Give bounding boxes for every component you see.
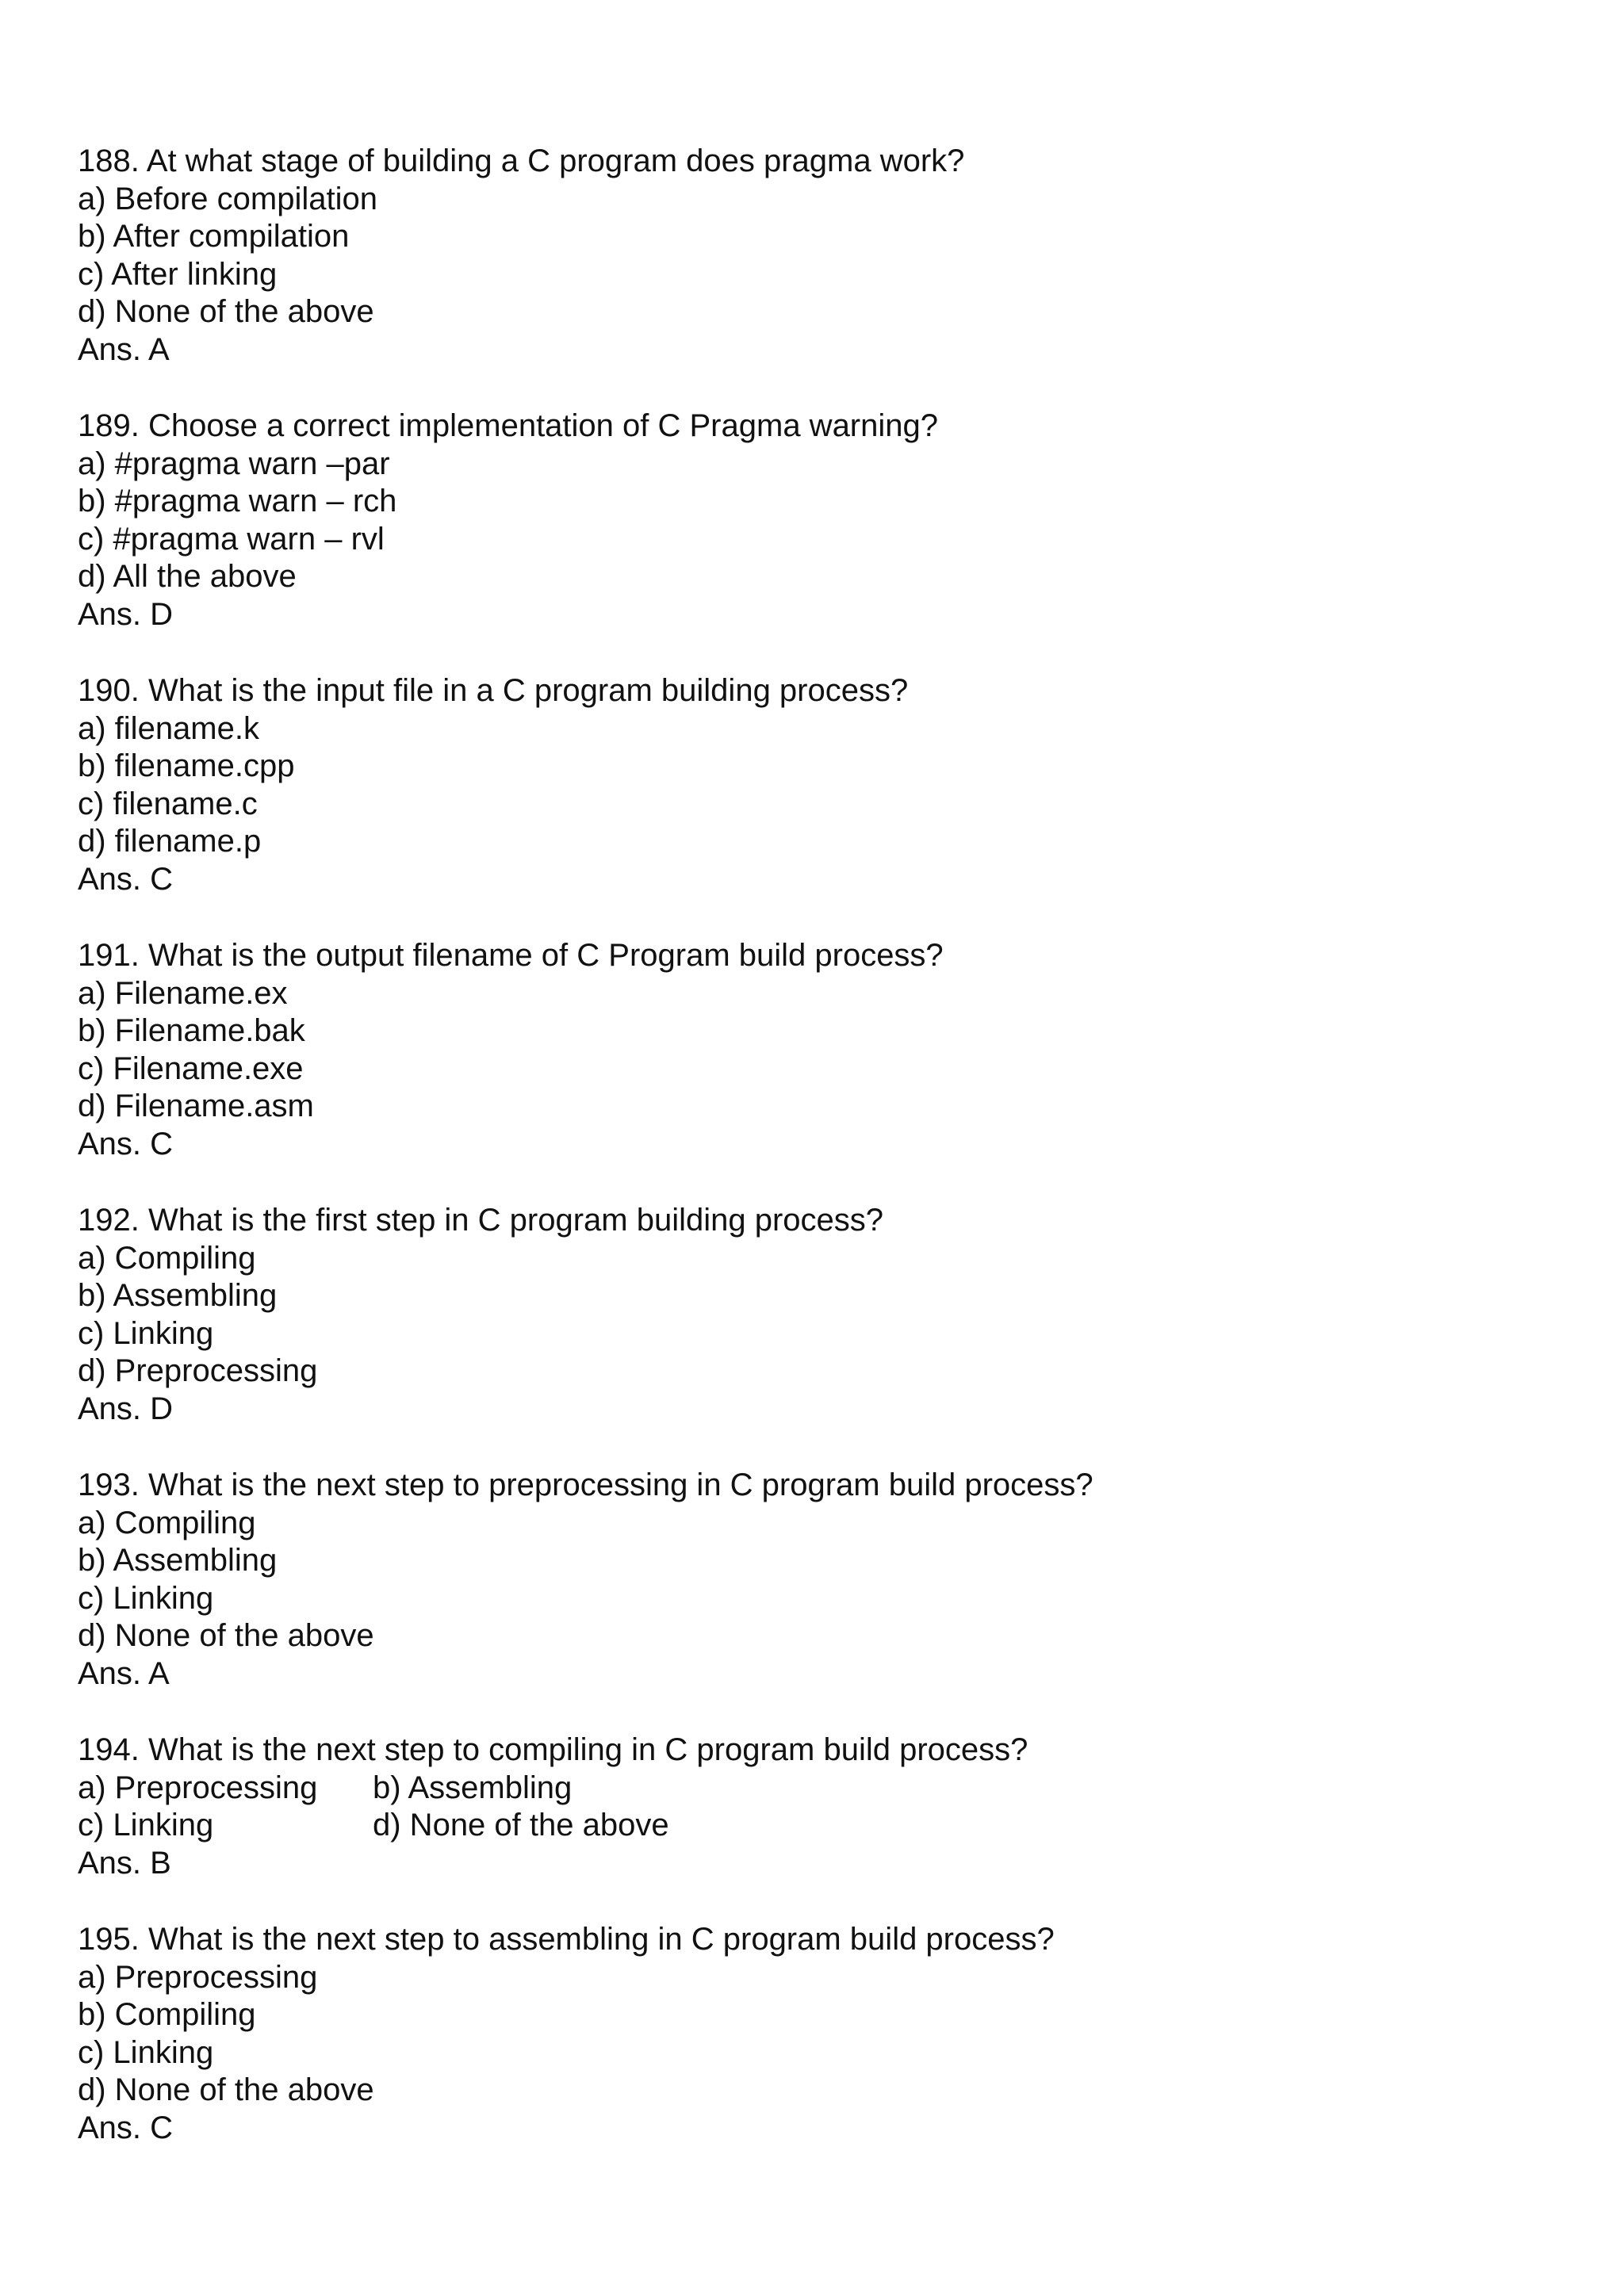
- option-a: a) Before compilation: [78, 181, 377, 216]
- option-a: a) Filename.ex: [78, 975, 288, 1011]
- option-d: d) None of the above: [78, 1618, 374, 1653]
- question-193: [78, 1467, 1505, 1693]
- option-b: b) #pragma warn – rch: [78, 484, 397, 519]
- option-row: [78, 1770, 1505, 1808]
- option-c: c) After linking: [78, 256, 278, 292]
- option-b: b) Filename.bak: [78, 1013, 305, 1048]
- question-text: 191. What is the output filename of C Program build process?: [78, 938, 944, 973]
- question-text: 188. At what stage of building a C program does pragma work?: [78, 144, 965, 178]
- option-d: d) None of the above: [78, 294, 374, 329]
- option-b: b) Compiling: [78, 1997, 256, 2032]
- option-a: a) filename.k: [78, 710, 259, 746]
- question-text: 189. Choose a correct implementation of C Pragma warning?: [78, 408, 938, 443]
- question-text: 193. What is the next step to preprocessing in C program build process?: [78, 1468, 1094, 1502]
- option-row: [78, 1807, 1505, 1845]
- answer: Ans. D: [78, 596, 174, 632]
- question-text: 194. What is the next step to compiling in C program build process?: [78, 1732, 1028, 1767]
- question-190: [78, 672, 1505, 898]
- option-a: a) #pragma warn –par: [78, 446, 390, 481]
- question-192: [78, 1202, 1505, 1428]
- option-c: c) Linking: [78, 1315, 214, 1351]
- option-a: a) Compiling: [78, 1505, 256, 1540]
- option-d: d) None of the above: [78, 2072, 374, 2107]
- answer: Ans. B: [78, 1845, 171, 1881]
- option-c: c) #pragma warn – rvl: [78, 521, 385, 557]
- option-b: b) Assembling: [373, 1770, 573, 1805]
- option-c: c) Linking: [78, 1580, 214, 1616]
- option-d: d) Filename.asm: [78, 1089, 314, 1123]
- option-b: b) filename.cpp: [78, 748, 295, 783]
- option-c: c) filename.c: [78, 786, 258, 821]
- question-text: 195. What is the next step to assembling in C program build process?: [78, 1922, 1055, 1957]
- option-a: a) Preprocessing: [78, 1770, 318, 1805]
- option-d: d) None of the above: [373, 1808, 669, 1843]
- option-c: c) Filename.exe: [78, 1050, 304, 1086]
- answer: Ans. A: [78, 331, 170, 367]
- answer: Ans. C: [78, 861, 174, 897]
- question-195: [78, 1921, 1505, 2147]
- option-d: d) Preprocessing: [78, 1353, 318, 1388]
- option-d: d) filename.p: [78, 824, 262, 859]
- option-c: c) Linking: [78, 1808, 214, 1843]
- option-b: b) After compilation: [78, 219, 350, 254]
- answer: Ans. C: [78, 2110, 174, 2145]
- answer: Ans. A: [78, 1655, 170, 1691]
- question-text: 190. What is the input file in a C program building process?: [78, 673, 909, 708]
- question-189: [78, 408, 1505, 633]
- question-text: 192. What is the first step in C program building process?: [78, 1203, 884, 1238]
- answer: Ans. C: [78, 1126, 174, 1161]
- option-d: d) All the above: [78, 559, 297, 594]
- option-b: b) Assembling: [78, 1543, 278, 1578]
- answer: Ans. D: [78, 1391, 174, 1426]
- question-194: [78, 1732, 1505, 1882]
- option-a: a) Compiling: [78, 1240, 256, 1276]
- option-c: c) Linking: [78, 2034, 214, 2070]
- question-191: [78, 937, 1505, 1163]
- option-b: b) Assembling: [78, 1278, 278, 1313]
- option-a: a) Preprocessing: [78, 1959, 318, 1995]
- question-188: [78, 143, 1505, 369]
